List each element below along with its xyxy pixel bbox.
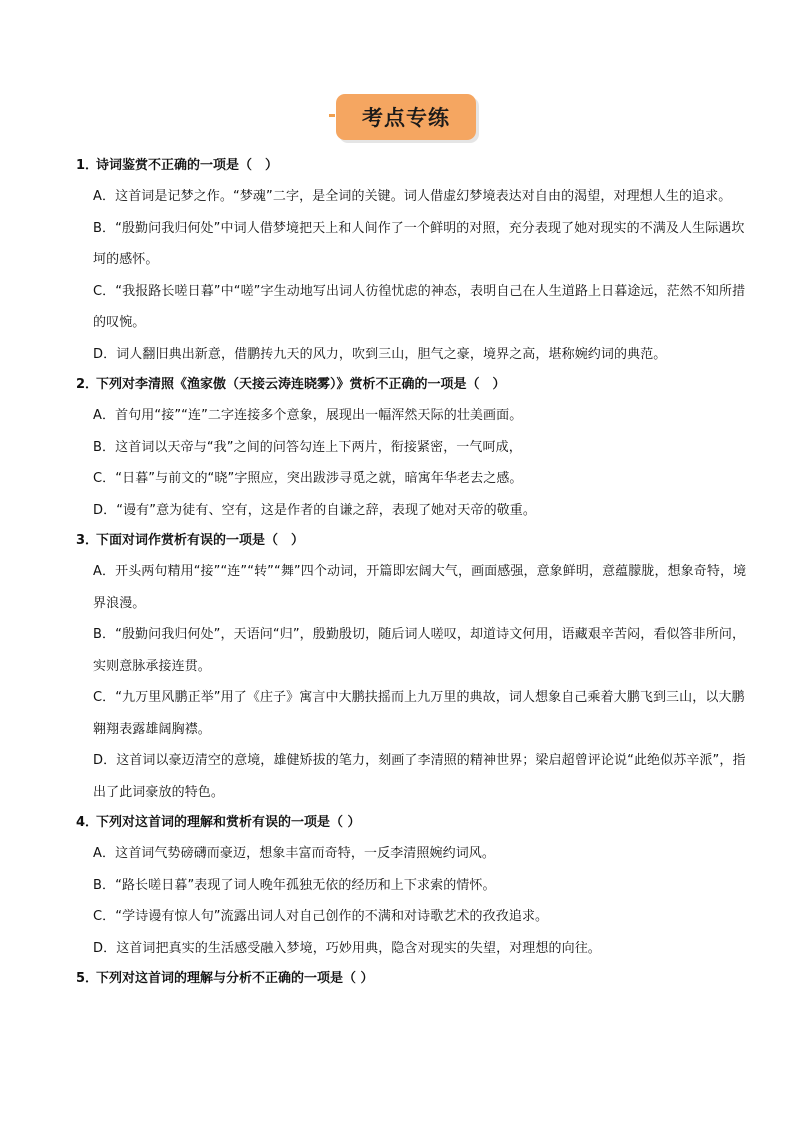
section-banner xyxy=(322,92,482,144)
question-stem xyxy=(76,964,748,994)
answer-option-a: A．开头两句精用“接”“连”“转”“舞”四个动词，开篇即宏阔大气，画面感强，意象鲜明，意蕴朦胧，想象奇特，境界浪漫。 xyxy=(93,564,747,611)
answer-option-a: A．这首词是记梦之作。“梦魂”二字，是全词的关键。词人借虚幻梦境表达对自由的渴望，对理想人生的追求。 xyxy=(93,189,732,204)
answer-option-a: A．首句用“接”“连”二字连接多个意象，展现出一幅浑然天际的壮美画面。 xyxy=(93,408,523,423)
banner-accent xyxy=(329,114,335,117)
question-number: 3． xyxy=(76,533,99,548)
question-text: 诗词鉴赏不正确的一项是（ ） xyxy=(96,158,279,173)
question-2 xyxy=(76,370,748,526)
question-4 xyxy=(76,808,748,964)
question-text: 下列对李清照《渔家傲（天接云涛连晓雾）》赏析不正确的一项是（ ） xyxy=(96,377,506,392)
answer-option-c: C．“日暮”与前文的“晓”字照应，突出跋涉寻觅之就，暗寓年华老去之感。 xyxy=(93,471,523,486)
section-title: 考点专练 xyxy=(336,94,476,140)
question-text: 下列对这首词的理解和赏析有误的一项是（ ） xyxy=(96,815,361,830)
answer-option-c: C．“学诗谩有惊人句”流露出词人对自己创作的不满和对诗歌艺术的孜孜追求。 xyxy=(93,909,549,924)
answer-option-a: A．这首词气势磅礴而豪迈，想象丰富而奇特，一反李清照婉约词风。 xyxy=(93,846,495,861)
question-3 xyxy=(76,526,748,808)
question-stem xyxy=(76,151,748,181)
answer-option-c: C．“我报路长嗟日暮”中“嗟”字生动地写出词人彷徨忧虑的神态，表明自己在人生道路上日暮途远，茫然不知所措的叹惋。 xyxy=(93,283,746,330)
question-stem xyxy=(76,370,748,400)
question-text: 下列对这首词的理解与分析不正确的一项是（ ） xyxy=(96,971,374,986)
answer-option-d: D．这首词以豪迈清空的意境，雄健矫拔的笔力，刻画了李清照的精神世界；梁启超曾评论说“此绝似苏辛派”，指出了此词豪放的特色。 xyxy=(93,753,746,800)
question-stem xyxy=(76,526,748,556)
answer-option-b: B．“路长嗟日暮”表现了词人晚年孤独无依的经历和上下求索的情怀。 xyxy=(93,877,496,893)
question-5 xyxy=(76,964,748,994)
question-1 xyxy=(76,151,748,370)
answer-option-b: B．这首词以天帝与“我”之间的问答勾连上下两片，衔接紧密，一气呵成， xyxy=(93,439,522,455)
question-number: 4． xyxy=(76,815,99,830)
answer-option-d: D．这首词把真实的生活感受融入梦境，巧妙用典，隐含对现实的失望，对理想的向往。 xyxy=(93,940,601,956)
answer-option-d: D．“谩有”意为徒有、空有，这是作者的自谦之辞，表现了她对天帝的敬重。 xyxy=(93,502,536,518)
question-list xyxy=(76,151,748,994)
question-number: 5． xyxy=(76,971,99,986)
question-stem xyxy=(76,808,748,838)
answer-option-c: C．“九万里风鹏正举”用了《庄子》寓言中大鹏扶摇而上九万里的典故，词人想象自己乘着大鹏飞到三山，以大鹏翱翔表露雄阔胸襟。 xyxy=(93,690,745,737)
answer-option-b: B．“殷勤问我归何处”，天语问“归”，殷勤殷切，随后词人嗟叹，却道诗文何用，语藏艰辛苦闷，看似答非所问，实则意脉承接连贯。 xyxy=(93,627,746,674)
answer-option-b: B．“殷勤问我归何处”中词人借梦境把天上和人间作了一个鲜明的对照，充分表现了她对现实的不满及人生际遇坎坷的感怀。 xyxy=(93,220,745,267)
answer-option-d: D．词人翻旧典出新意，借鹏抟九天的风力，吹到三山，胆气之豪，境界之高，堪称婉约词的典范。 xyxy=(93,346,667,362)
question-number: 2． xyxy=(76,377,99,392)
question-text: 下面对词作赏析有误的一项是（ ） xyxy=(96,533,305,548)
question-number: 1． xyxy=(76,158,99,173)
